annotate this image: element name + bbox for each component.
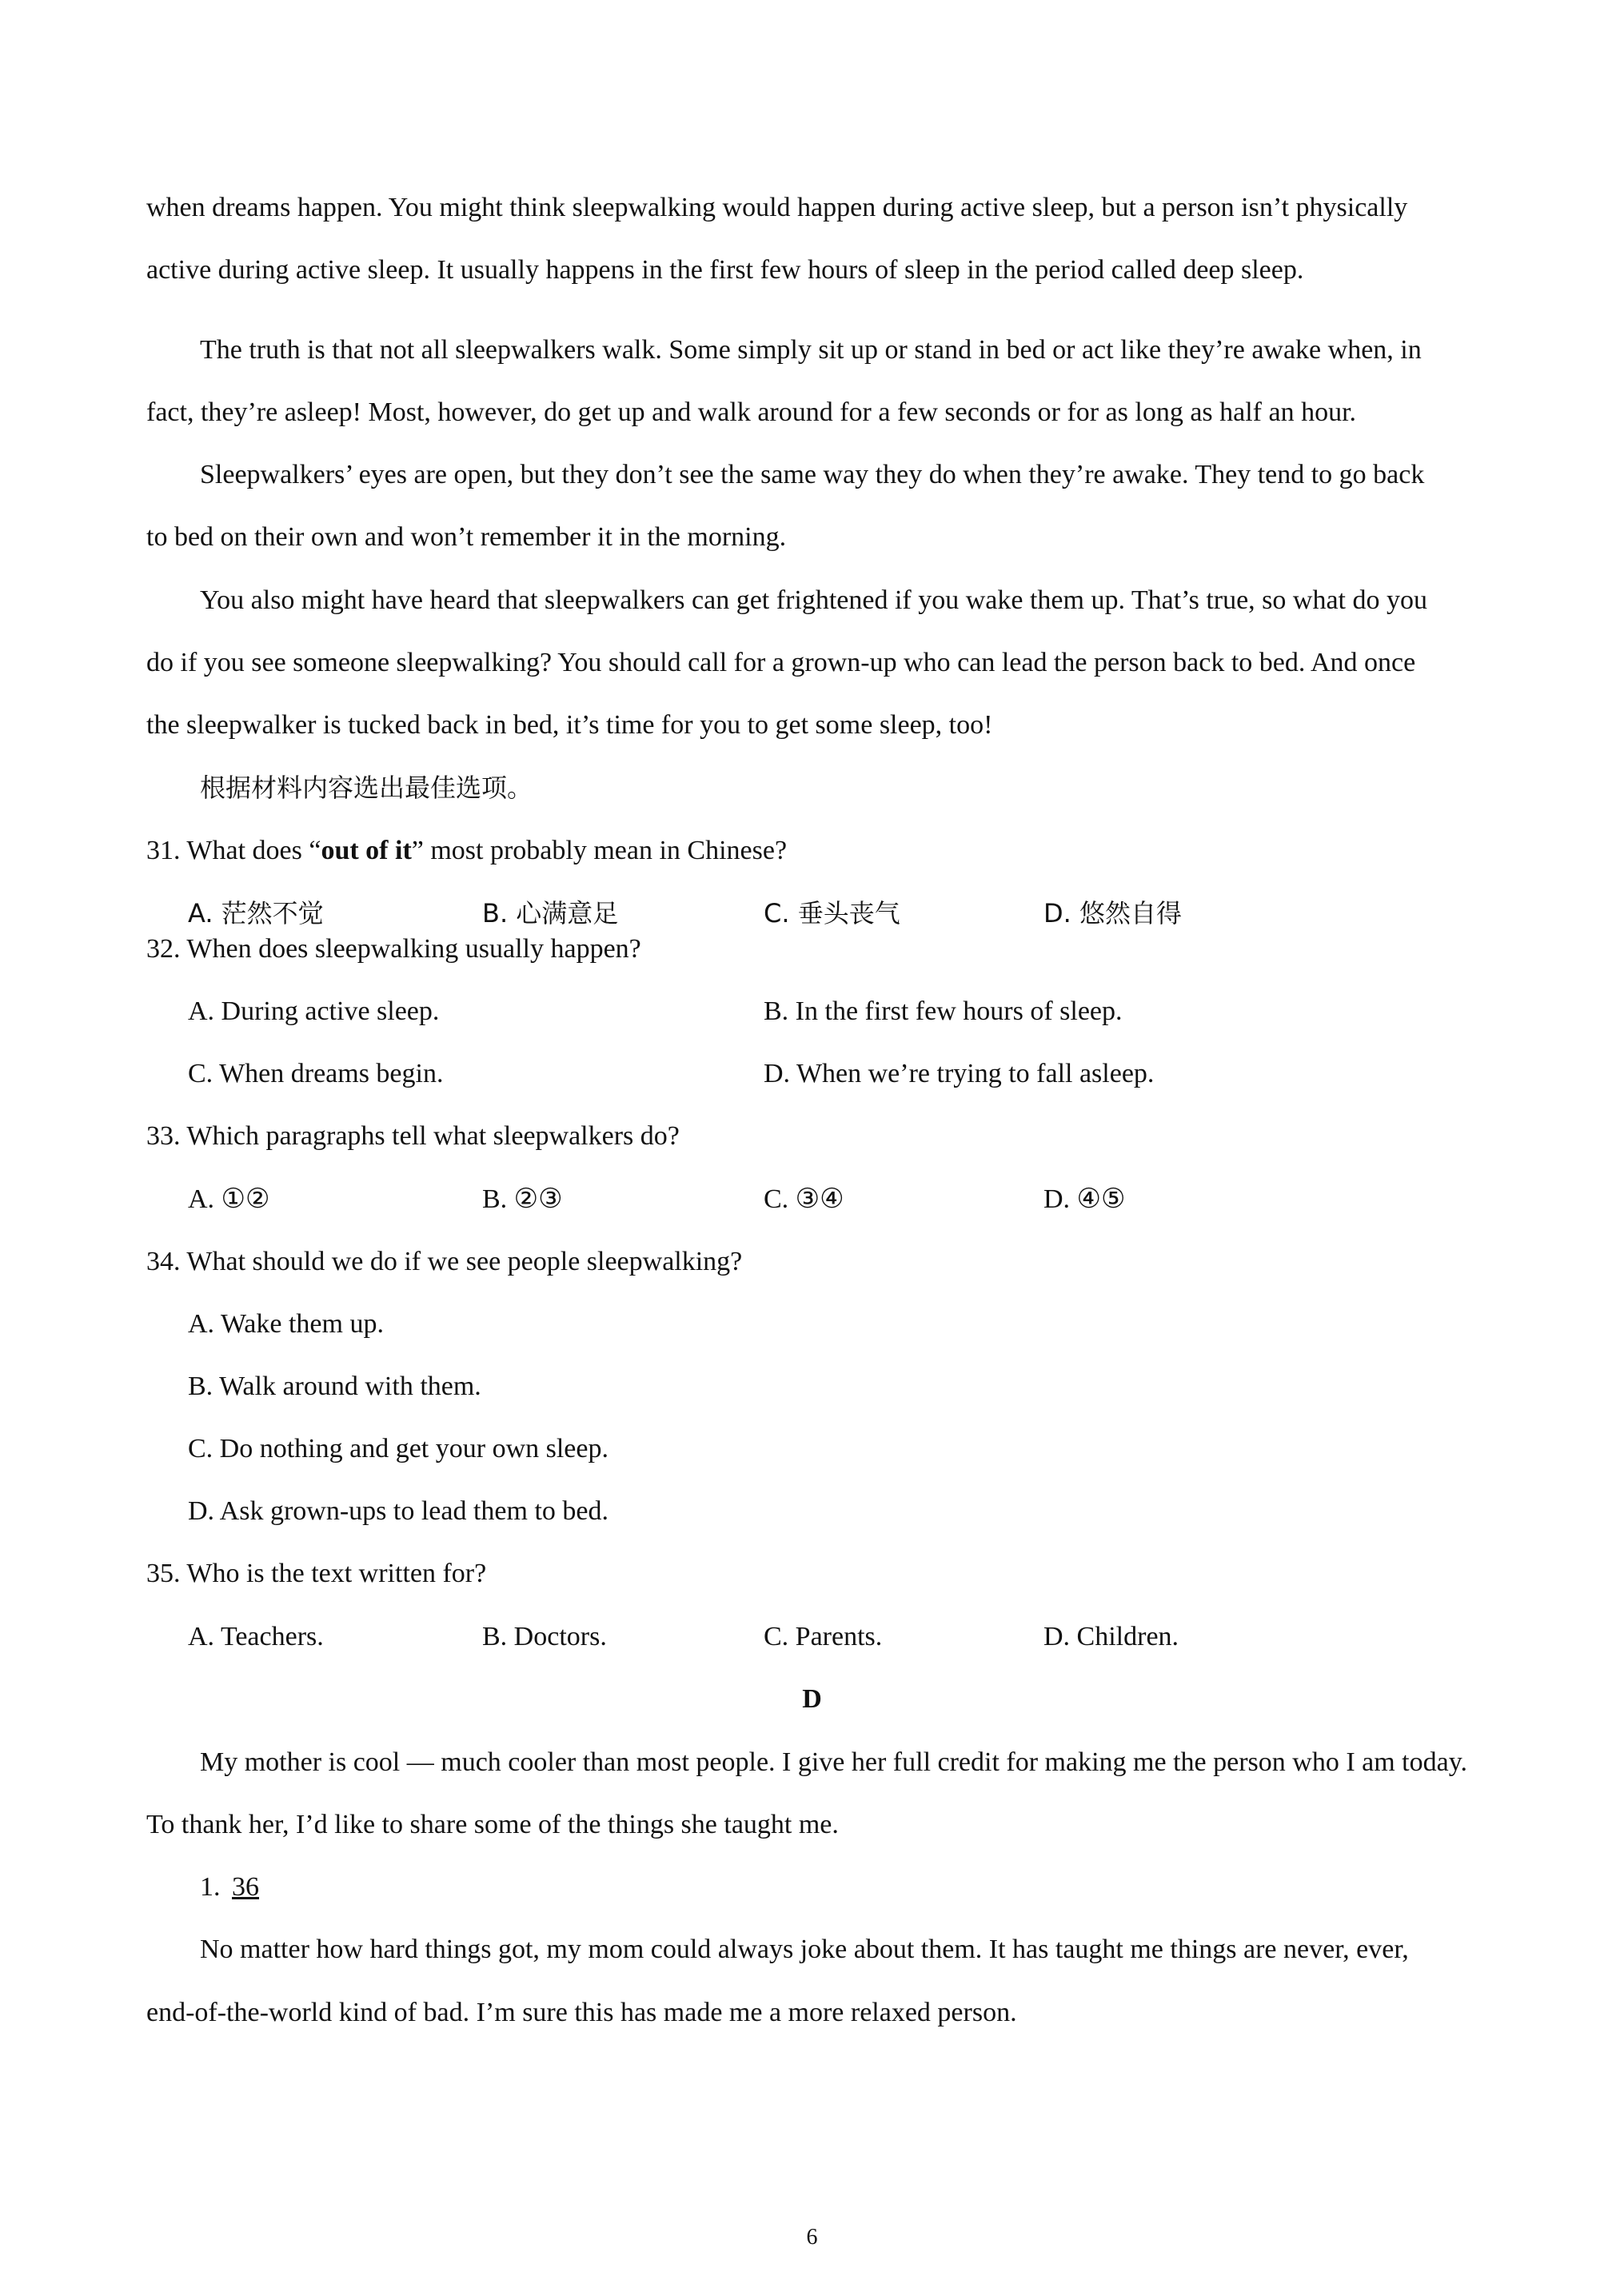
passage-c-p2-line2: fact, they’re asleep! Most, however, do get up and walk around for a few seconds or for as long as half an hour. [146, 397, 1357, 427]
question-31-option-a: A. 茫然不觉 [188, 898, 324, 928]
question-33-option-d: D. ④⑤ [1043, 1184, 1126, 1214]
passage-d-p1-line1: My mother is cool — much cooler than most people. I give her full credit for making me the person who I am today. [200, 1747, 1468, 1777]
question-33-option-b: B. ②③ [482, 1184, 563, 1214]
question-35-option-c: C. Parents. [764, 1622, 883, 1651]
question-34-option-c: C. Do nothing and get your own sleep. [188, 1434, 609, 1463]
question-32-option-a: A. During active sleep. [188, 996, 440, 1026]
passage-c-p4-line3: the sleepwalker is tucked back in bed, it’s time for you to get some sleep, too! [146, 710, 993, 740]
question-31-stem [146, 835, 787, 867]
question-31-suffix: ” most probably mean in Chinese? [411, 836, 788, 865]
question-35-option-b: B. Doctors. [482, 1622, 607, 1651]
passage-d-heading: D [802, 1684, 822, 1714]
question-31-option-c: C. 垂头丧气 [764, 898, 900, 928]
question-34-option-b: B. Walk around with them. [188, 1372, 481, 1401]
question-31-option-b: B. 心满意足 [482, 898, 619, 928]
question-31-option-d: D. 悠然自得 [1043, 898, 1182, 928]
question-32-option-c: C. When dreams begin. [188, 1059, 444, 1088]
question-33-stem: 33. Which paragraphs tell what sleepwalkers do? [146, 1121, 680, 1151]
question-35-option-d: D. Children. [1043, 1622, 1179, 1651]
question-32-option-b: B. In the first few hours of sleep. [764, 996, 1123, 1026]
passage-d-item-1 [200, 1871, 264, 1903]
passage-c-p4-line1: You also might have heard that sleepwalkers can get frightened if you wake them up. That’s true, so what do you [200, 585, 1427, 615]
question-32-option-d: D. When we’re trying to fall asleep. [764, 1059, 1155, 1088]
question-32-stem: 32. When does sleepwalking usually happen? [146, 934, 641, 964]
question-31-term: out of it [321, 836, 412, 865]
passage-d-p2-line2: end-of-the-world kind of bad. I’m sure this has made me a more relaxed person. [146, 1998, 1017, 2027]
question-34-option-a: A. Wake them up. [188, 1309, 384, 1339]
question-35-stem: 35. Who is the text written for? [146, 1559, 487, 1588]
passage-c-p3-line2: to bed on their own and won’t remember it in the morning. [146, 522, 787, 552]
page-number: 6 [806, 2225, 818, 2250]
question-34-option-d: D. Ask grown-ups to lead them to bed. [188, 1496, 609, 1526]
instruction-text: 根据材料内容选出最佳选项。 [200, 773, 533, 803]
question-34-stem: 34. What should we do if we see people sleepwalking? [146, 1247, 743, 1276]
passage-d-p1-line2: To thank her, I’d like to share some of the things she taught me. [146, 1810, 839, 1839]
question-33-option-a: A. ①② [188, 1184, 270, 1214]
question-35-option-a: A. Teachers. [188, 1622, 324, 1651]
passage-c-p3-line1: Sleepwalkers’ eyes are open, but they don’t see the same way they do when they’re awake. They tend to go back [200, 460, 1425, 489]
item-1-number: 1. [200, 1872, 221, 1902]
passage-d-p2-line1: No matter how hard things got, my mom could always joke about them. It has taught me things are never, ever, [200, 1935, 1409, 1964]
question-31-prefix: 31. What does “ [146, 836, 321, 865]
passage-c-p4-line2: do if you see someone sleepwalking? You should call for a grown-up who can lead the person back to bed. And once [146, 648, 1416, 677]
passage-c-p1-line2: active during active sleep. It usually happens in the first few hours of sleep in the period called deep sleep. [146, 255, 1304, 285]
question-33-option-c: C. ③④ [764, 1184, 844, 1214]
passage-c-p1-line1: when dreams happen. You might think sleepwalking would happen during active sleep, but a person isn’t physically [146, 193, 1408, 222]
passage-c-p2-line1: The truth is that not all sleepwalkers walk. Some simply sit up or stand in bed or act like they’re awake when, in [200, 335, 1422, 365]
blank-36: 36 [232, 1872, 259, 1902]
